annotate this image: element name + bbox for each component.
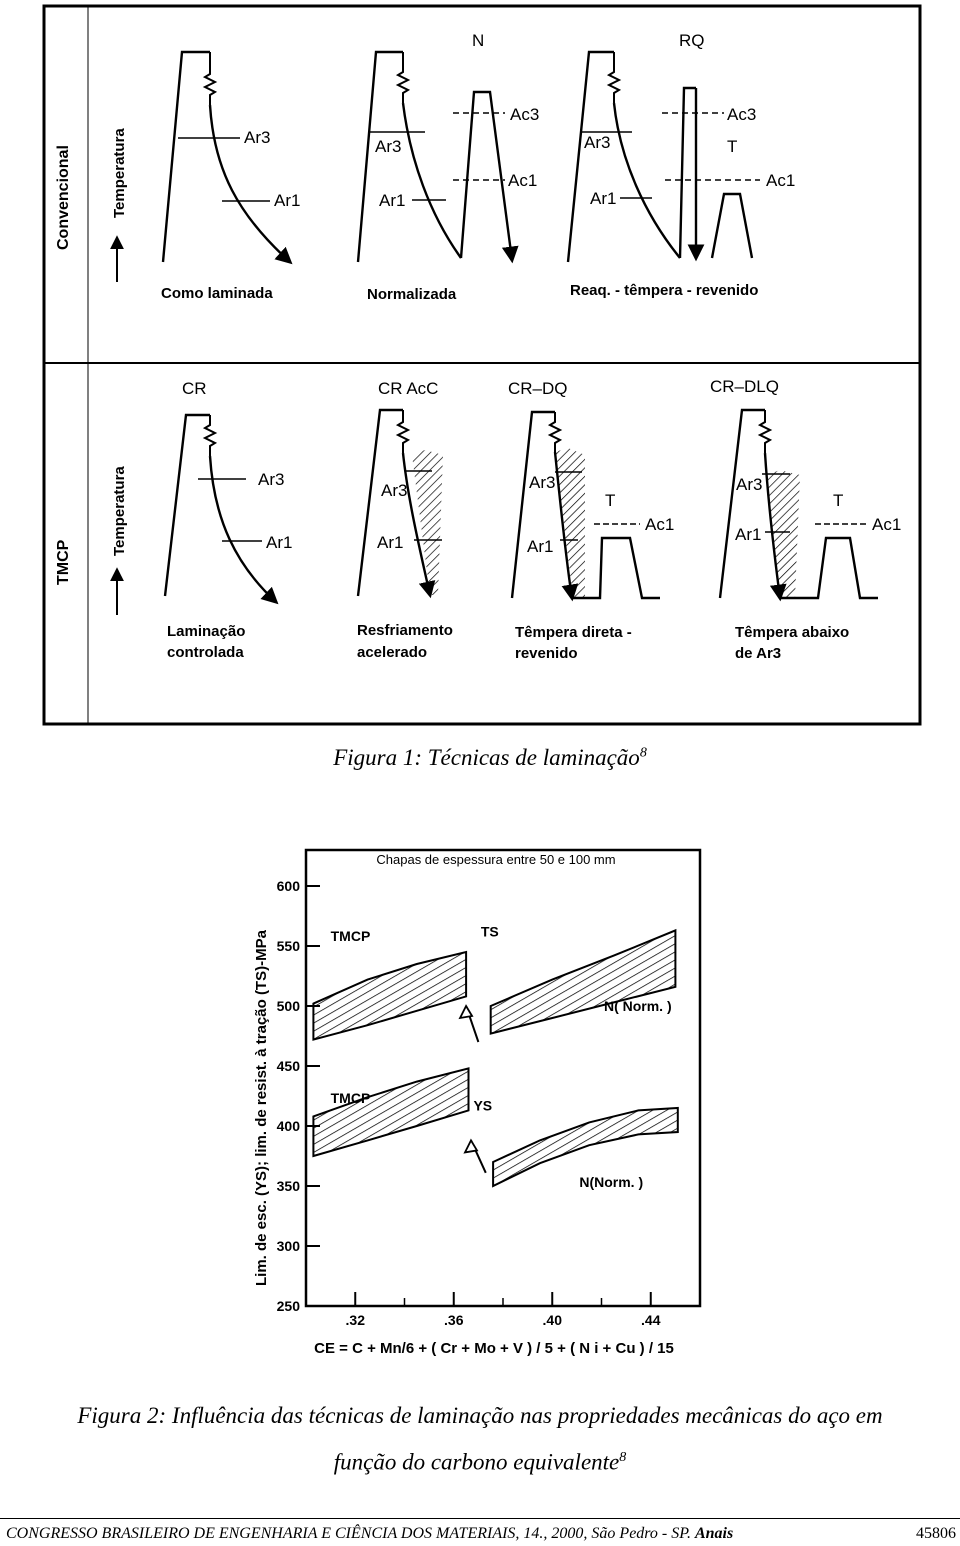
panel-caption-1: Têmpera direta - <box>515 624 632 641</box>
x-tick-label: .36 <box>444 1312 464 1328</box>
band-label: TMCP <box>330 928 371 945</box>
y-tick-label: 300 <box>276 1238 300 1254</box>
label-t: T <box>727 137 738 156</box>
y-tick-label: 450 <box>276 1058 300 1074</box>
figure-2-reference: 8 <box>619 1450 627 1465</box>
panel-tag: N <box>472 31 485 50</box>
label-ar3: Ar3 <box>375 137 402 156</box>
panel-reaq-tempera-revenido <box>568 31 795 299</box>
y-tick-label: 250 <box>276 1298 300 1314</box>
label-ar3: Ar3 <box>244 128 271 147</box>
label-ar1: Ar1 <box>735 525 762 544</box>
x-tick-label: .40 <box>542 1312 562 1328</box>
panel-caption-1: Têmpera abaixo <box>735 624 850 641</box>
page-number: 45806 <box>916 1525 956 1542</box>
label-ar1: Ar1 <box>266 533 293 552</box>
panel-tag: RQ <box>679 31 705 50</box>
panel-cr-dq <box>508 379 674 662</box>
band-1 <box>313 952 466 1040</box>
label-ar1: Ar1 <box>379 191 406 210</box>
label-ac1: Ac1 <box>645 515 675 534</box>
y-tick-label: 500 <box>276 998 300 1014</box>
figure-2-caption-line-2: função do carbono equivalente$^8$ <box>333 1449 627 1475</box>
label-ac1: Ac1 <box>766 171 796 190</box>
y-axis-label: Lim. de esc. (YS); lim. de resist. à tração (TS)-MPa <box>253 930 270 1286</box>
label-t: T <box>833 491 844 510</box>
y-tick-label: 600 <box>276 878 300 894</box>
label-ar1: Ar1 <box>527 537 554 556</box>
figure-1-rolling-techniques <box>0 0 960 730</box>
panel-caption-1: Laminação <box>167 623 246 640</box>
label-ac1: Ac1 <box>508 171 538 190</box>
label-ac3: Ac3 <box>510 105 540 124</box>
panel-cr-dlq <box>710 377 901 662</box>
y-tick-label: 550 <box>276 938 300 954</box>
row-label-convencional: Convencional <box>55 145 72 250</box>
y-tick-label: 350 <box>276 1178 300 1194</box>
panel-tag: CR <box>182 379 207 398</box>
band-label: TS <box>480 923 499 940</box>
x-tick-label: .44 <box>641 1312 661 1328</box>
panel-caption: Como laminada <box>161 285 273 302</box>
footer-citation: CONGRESSO BRASILEIRO DE ENGENHARIA E CIÊNCIA DOS MATERIAIS, 14., 2000, São Pedro - SP. Anais <box>6 1525 734 1542</box>
axis-label-temperatura-2: Temperatura <box>111 466 128 556</box>
label-ar1: Ar1 <box>274 191 301 210</box>
panel-caption-2: revenido <box>515 645 578 662</box>
figure-1-caption: Figura 1: Técnicas de laminação$^8$ <box>333 745 647 770</box>
label-ac1: Ac1 <box>872 515 902 534</box>
panel-caption-2: acelerado <box>357 644 428 661</box>
y-tick-label: 400 <box>276 1118 300 1134</box>
band-2 <box>491 930 676 1033</box>
panel-tag: CR–DQ <box>508 379 568 398</box>
axis-label-temperatura-1: Temperatura <box>111 128 128 218</box>
panel-caption-1: Resfriamento <box>357 622 453 639</box>
label-ar1: Ar1 <box>377 533 404 552</box>
panel-cr <box>165 379 292 661</box>
label-ar3: Ar3 <box>736 475 763 494</box>
band-label: TMCP <box>330 1090 371 1107</box>
band-label: N( Norm. ) <box>603 997 672 1014</box>
figure-2-chart <box>0 840 960 1360</box>
label-ar3: Ar3 <box>381 481 408 500</box>
panel-normalizada <box>358 31 539 303</box>
chart-title: Chapas de espessura entre 50 e 100 mm <box>376 852 616 867</box>
page-footer <box>0 1518 960 1546</box>
figure-1-reference: 8 <box>639 745 647 761</box>
footer-anais: Anais <box>694 1525 734 1542</box>
panel-caption: Normalizada <box>367 286 457 303</box>
panel-caption: Reaq. - têmpera - revenido <box>570 282 759 299</box>
label-ar3: Ar3 <box>258 470 285 489</box>
panel-cr-acc <box>357 379 453 661</box>
label-t: T <box>605 491 616 510</box>
band-label: N(Norm. ) <box>579 1174 644 1191</box>
label-ar3: Ar3 <box>584 133 611 152</box>
x-tick-label: .32 <box>345 1312 365 1328</box>
panel-como-laminada <box>161 52 300 302</box>
label-ar3: Ar3 <box>529 473 556 492</box>
label-ar1: Ar1 <box>590 189 617 208</box>
transition-arrow-head <box>465 1140 477 1152</box>
label-ac3: Ac3 <box>727 105 757 124</box>
band-3 <box>313 1068 468 1156</box>
panel-caption-2: de Ar3 <box>735 645 782 662</box>
panel-tag: CR–DLQ <box>710 377 779 396</box>
figure-2-caption <box>0 1395 960 1484</box>
transition-arrow-head <box>460 1006 472 1018</box>
panel-caption-2: controlada <box>167 644 244 661</box>
row-label-tmcp: TMCP <box>55 539 72 585</box>
band-label: YS <box>473 1097 493 1114</box>
figure-2-caption-line-1: Figura 2: Influência das técnicas de laminação nas propriedades mecânicas do aço em <box>77 1403 883 1428</box>
chart-frame <box>306 850 700 1306</box>
x-axis-label: CE = C + Mn/6 + ( Cr + Mo + V ) / 5 + ( N i + Cu ) / 15 <box>314 1340 674 1357</box>
panel-tag: CR AcC <box>378 379 439 398</box>
